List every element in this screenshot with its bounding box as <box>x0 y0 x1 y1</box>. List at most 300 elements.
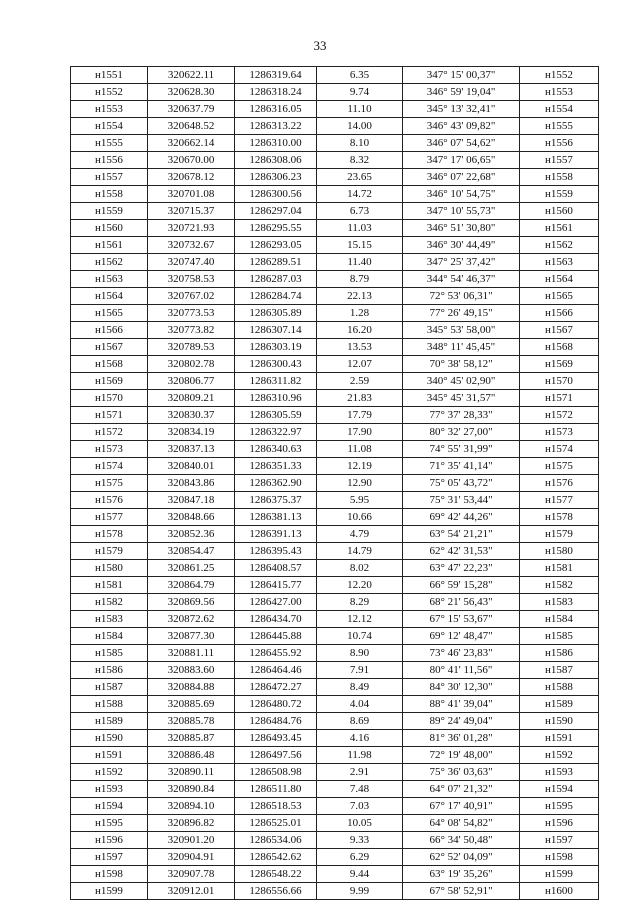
distance-cell: 9.33 <box>317 832 403 849</box>
next-point-id-cell: н1575 <box>520 458 599 475</box>
point-id-cell: н1575 <box>71 475 148 492</box>
distance-cell: 15.15 <box>317 237 403 254</box>
y-coordinate-cell: 1286318.24 <box>235 84 317 101</box>
y-coordinate-cell: 1286518.53 <box>235 798 317 815</box>
y-coordinate-cell: 1286455.92 <box>235 645 317 662</box>
page-number: 33 <box>313 38 327 53</box>
x-coordinate-cell: 320721.93 <box>148 220 235 237</box>
direction-angle-cell: 346° 07' 22,68" <box>403 169 520 186</box>
distance-cell: 11.40 <box>317 254 403 271</box>
direction-angle-cell: 72° 53' 06,31" <box>403 288 520 305</box>
next-point-id-cell: н1553 <box>520 84 599 101</box>
direction-angle-cell: 80° 41' 11,56" <box>403 662 520 679</box>
table-row <box>71 492 599 509</box>
distance-cell: 14.72 <box>317 186 403 203</box>
distance-cell: 21.83 <box>317 390 403 407</box>
x-coordinate-cell: 320678.12 <box>148 169 235 186</box>
direction-angle-cell: 340° 45' 02,90" <box>403 373 520 390</box>
point-id-cell: н1596 <box>71 832 148 849</box>
table-row <box>71 101 599 118</box>
table-row <box>71 441 599 458</box>
next-point-id-cell: н1594 <box>520 781 599 798</box>
table-row <box>71 475 599 492</box>
point-id-cell: н1574 <box>71 458 148 475</box>
distance-cell: 8.02 <box>317 560 403 577</box>
y-coordinate-cell: 1286548.22 <box>235 866 317 883</box>
point-id-cell: н1558 <box>71 186 148 203</box>
point-id-cell: н1569 <box>71 373 148 390</box>
direction-angle-cell: 346° 51' 30,80" <box>403 220 520 237</box>
next-point-id-cell: н1599 <box>520 866 599 883</box>
point-id-cell: н1588 <box>71 696 148 713</box>
y-coordinate-cell: 1286381.13 <box>235 509 317 526</box>
x-coordinate-cell: 320877.30 <box>148 628 235 645</box>
y-coordinate-cell: 1286542.62 <box>235 849 317 866</box>
table-row <box>71 747 599 764</box>
next-point-id-cell: н1558 <box>520 169 599 186</box>
next-point-id-cell: н1573 <box>520 424 599 441</box>
direction-angle-cell: 69° 42' 44,26" <box>403 509 520 526</box>
point-id-cell: н1570 <box>71 390 148 407</box>
coordinates-table-body <box>71 67 599 900</box>
next-point-id-cell: н1583 <box>520 594 599 611</box>
table-row <box>71 186 599 203</box>
x-coordinate-cell: 320894.10 <box>148 798 235 815</box>
point-id-cell: н1566 <box>71 322 148 339</box>
direction-angle-cell: 67° 58' 52,91" <box>403 883 520 900</box>
next-point-id-cell: н1557 <box>520 152 599 169</box>
distance-cell: 7.91 <box>317 662 403 679</box>
point-id-cell: н1579 <box>71 543 148 560</box>
point-id-cell: н1568 <box>71 356 148 373</box>
next-point-id-cell: н1591 <box>520 730 599 747</box>
y-coordinate-cell: 1286284.74 <box>235 288 317 305</box>
distance-cell: 4.04 <box>317 696 403 713</box>
next-point-id-cell: н1560 <box>520 203 599 220</box>
distance-cell: 23.65 <box>317 169 403 186</box>
y-coordinate-cell: 1286415.77 <box>235 577 317 594</box>
point-id-cell: н1585 <box>71 645 148 662</box>
distance-cell: 9.74 <box>317 84 403 101</box>
y-coordinate-cell: 1286295.55 <box>235 220 317 237</box>
table-row <box>71 305 599 322</box>
x-coordinate-cell: 320802.78 <box>148 356 235 373</box>
table-row <box>71 815 599 832</box>
table-row <box>71 781 599 798</box>
y-coordinate-cell: 1286340.63 <box>235 441 317 458</box>
y-coordinate-cell: 1286306.23 <box>235 169 317 186</box>
point-id-cell: н1563 <box>71 271 148 288</box>
next-point-id-cell: н1582 <box>520 577 599 594</box>
x-coordinate-cell: 320854.47 <box>148 543 235 560</box>
x-coordinate-cell: 320843.86 <box>148 475 235 492</box>
distance-cell: 14.00 <box>317 118 403 135</box>
direction-angle-cell: 71° 35' 41,14" <box>403 458 520 475</box>
y-coordinate-cell: 1286289.51 <box>235 254 317 271</box>
table-row <box>71 543 599 560</box>
y-coordinate-cell: 1286493.45 <box>235 730 317 747</box>
distance-cell: 7.03 <box>317 798 403 815</box>
direction-angle-cell: 81° 36' 01,28" <box>403 730 520 747</box>
direction-angle-cell: 68° 21' 56,43" <box>403 594 520 611</box>
direction-angle-cell: 63° 47' 22,23" <box>403 560 520 577</box>
point-id-cell: н1582 <box>71 594 148 611</box>
next-point-id-cell: н1554 <box>520 101 599 118</box>
direction-angle-cell: 345° 13' 32,41" <box>403 101 520 118</box>
point-id-cell: н1557 <box>71 169 148 186</box>
next-point-id-cell: н1597 <box>520 832 599 849</box>
table-row <box>71 203 599 220</box>
y-coordinate-cell: 1286362.90 <box>235 475 317 492</box>
distance-cell: 1.28 <box>317 305 403 322</box>
direction-angle-cell: 344° 54' 46,37" <box>403 271 520 288</box>
point-id-cell: н1572 <box>71 424 148 441</box>
next-point-id-cell: н1567 <box>520 322 599 339</box>
x-coordinate-cell: 320809.21 <box>148 390 235 407</box>
next-point-id-cell: н1568 <box>520 339 599 356</box>
next-point-id-cell: н1596 <box>520 815 599 832</box>
distance-cell: 10.74 <box>317 628 403 645</box>
point-id-cell: н1587 <box>71 679 148 696</box>
x-coordinate-cell: 320890.84 <box>148 781 235 798</box>
next-point-id-cell: н1595 <box>520 798 599 815</box>
direction-angle-cell: 64° 07' 21,32" <box>403 781 520 798</box>
next-point-id-cell: н1556 <box>520 135 599 152</box>
distance-cell: 12.90 <box>317 475 403 492</box>
distance-cell: 11.10 <box>317 101 403 118</box>
x-coordinate-cell: 320701.08 <box>148 186 235 203</box>
next-point-id-cell: н1587 <box>520 662 599 679</box>
y-coordinate-cell: 1286556.66 <box>235 883 317 900</box>
direction-angle-cell: 346° 43' 09,82" <box>403 118 520 135</box>
x-coordinate-cell: 320872.62 <box>148 611 235 628</box>
x-coordinate-cell: 320869.56 <box>148 594 235 611</box>
x-coordinate-cell: 320637.79 <box>148 101 235 118</box>
distance-cell: 8.69 <box>317 713 403 730</box>
y-coordinate-cell: 1286316.05 <box>235 101 317 118</box>
point-id-cell: н1590 <box>71 730 148 747</box>
x-coordinate-cell: 320907.78 <box>148 866 235 883</box>
next-point-id-cell: н1563 <box>520 254 599 271</box>
direction-angle-cell: 88° 41' 39,04" <box>403 696 520 713</box>
point-id-cell: н1565 <box>71 305 148 322</box>
distance-cell: 7.48 <box>317 781 403 798</box>
y-coordinate-cell: 1286308.06 <box>235 152 317 169</box>
next-point-id-cell: н1589 <box>520 696 599 713</box>
x-coordinate-cell: 320773.82 <box>148 322 235 339</box>
point-id-cell: н1567 <box>71 339 148 356</box>
x-coordinate-cell: 320885.78 <box>148 713 235 730</box>
x-coordinate-cell: 320662.14 <box>148 135 235 152</box>
direction-angle-cell: 345° 45' 31,57" <box>403 390 520 407</box>
next-point-id-cell: н1579 <box>520 526 599 543</box>
coordinates-table <box>70 66 599 900</box>
x-coordinate-cell: 320834.19 <box>148 424 235 441</box>
point-id-cell: н1584 <box>71 628 148 645</box>
x-coordinate-cell: 320732.67 <box>148 237 235 254</box>
point-id-cell: н1560 <box>71 220 148 237</box>
y-coordinate-cell: 1286300.56 <box>235 186 317 203</box>
next-point-id-cell: н1581 <box>520 560 599 577</box>
table-row <box>71 84 599 101</box>
next-point-id-cell: н1562 <box>520 237 599 254</box>
direction-angle-cell: 84° 30' 12,30" <box>403 679 520 696</box>
point-id-cell: н1576 <box>71 492 148 509</box>
point-id-cell: н1583 <box>71 611 148 628</box>
next-point-id-cell: н1585 <box>520 628 599 645</box>
distance-cell: 11.98 <box>317 747 403 764</box>
direction-angle-cell: 77° 37' 28,33" <box>403 407 520 424</box>
direction-angle-cell: 63° 19' 35,26" <box>403 866 520 883</box>
y-coordinate-cell: 1286322.97 <box>235 424 317 441</box>
point-id-cell: н1581 <box>71 577 148 594</box>
y-coordinate-cell: 1286484.76 <box>235 713 317 730</box>
x-coordinate-cell: 320830.37 <box>148 407 235 424</box>
y-coordinate-cell: 1286511.80 <box>235 781 317 798</box>
direction-angle-cell: 89° 24' 49,04" <box>403 713 520 730</box>
x-coordinate-cell: 320912.01 <box>148 883 235 900</box>
distance-cell: 4.79 <box>317 526 403 543</box>
y-coordinate-cell: 1286297.04 <box>235 203 317 220</box>
x-coordinate-cell: 320848.66 <box>148 509 235 526</box>
point-id-cell: н1586 <box>71 662 148 679</box>
table-row <box>71 373 599 390</box>
next-point-id-cell: н1572 <box>520 407 599 424</box>
x-coordinate-cell: 320622.11 <box>148 67 235 84</box>
y-coordinate-cell: 1286319.64 <box>235 67 317 84</box>
x-coordinate-cell: 320789.53 <box>148 339 235 356</box>
table-row <box>71 662 599 679</box>
direction-angle-cell: 347° 15' 00,37" <box>403 67 520 84</box>
direction-angle-cell: 63° 54' 21,21" <box>403 526 520 543</box>
table-row <box>71 594 599 611</box>
x-coordinate-cell: 320884.88 <box>148 679 235 696</box>
y-coordinate-cell: 1286305.59 <box>235 407 317 424</box>
x-coordinate-cell: 320758.53 <box>148 271 235 288</box>
x-coordinate-cell: 320847.18 <box>148 492 235 509</box>
table-row <box>71 152 599 169</box>
distance-cell: 12.20 <box>317 577 403 594</box>
x-coordinate-cell: 320885.87 <box>148 730 235 747</box>
x-coordinate-cell: 320767.02 <box>148 288 235 305</box>
table-row <box>71 458 599 475</box>
direction-angle-cell: 77° 26' 49,15" <box>403 305 520 322</box>
table-row <box>71 832 599 849</box>
distance-cell: 8.32 <box>317 152 403 169</box>
table-row <box>71 611 599 628</box>
distance-cell: 5.95 <box>317 492 403 509</box>
direction-angle-cell: 72° 19' 48,00" <box>403 747 520 764</box>
distance-cell: 8.10 <box>317 135 403 152</box>
distance-cell: 6.35 <box>317 67 403 84</box>
point-id-cell: н1598 <box>71 866 148 883</box>
y-coordinate-cell: 1286408.57 <box>235 560 317 577</box>
y-coordinate-cell: 1286480.72 <box>235 696 317 713</box>
point-id-cell: н1573 <box>71 441 148 458</box>
point-id-cell: н1562 <box>71 254 148 271</box>
table-row <box>71 220 599 237</box>
distance-cell: 6.73 <box>317 203 403 220</box>
direction-angle-cell: 70° 38' 58,12" <box>403 356 520 373</box>
x-coordinate-cell: 320840.01 <box>148 458 235 475</box>
table-row <box>71 798 599 815</box>
next-point-id-cell: н1578 <box>520 509 599 526</box>
table-row <box>71 322 599 339</box>
distance-cell: 6.29 <box>317 849 403 866</box>
y-coordinate-cell: 1286508.98 <box>235 764 317 781</box>
direction-angle-cell: 75° 05' 43,72" <box>403 475 520 492</box>
y-coordinate-cell: 1286310.00 <box>235 135 317 152</box>
distance-cell: 12.19 <box>317 458 403 475</box>
x-coordinate-cell: 320896.82 <box>148 815 235 832</box>
next-point-id-cell: н1584 <box>520 611 599 628</box>
direction-angle-cell: 67° 15' 53,67" <box>403 611 520 628</box>
y-coordinate-cell: 1286303.19 <box>235 339 317 356</box>
point-id-cell: н1595 <box>71 815 148 832</box>
table-row <box>71 883 599 900</box>
distance-cell: 22.13 <box>317 288 403 305</box>
x-coordinate-cell: 320886.48 <box>148 747 235 764</box>
y-coordinate-cell: 1286310.96 <box>235 390 317 407</box>
y-coordinate-cell: 1286351.33 <box>235 458 317 475</box>
distance-cell: 11.03 <box>317 220 403 237</box>
table-row <box>71 526 599 543</box>
point-id-cell: н1559 <box>71 203 148 220</box>
x-coordinate-cell: 320901.20 <box>148 832 235 849</box>
y-coordinate-cell: 1286307.14 <box>235 322 317 339</box>
x-coordinate-cell: 320852.36 <box>148 526 235 543</box>
direction-angle-cell: 346° 10' 54,75" <box>403 186 520 203</box>
distance-cell: 11.08 <box>317 441 403 458</box>
y-coordinate-cell: 1286311.82 <box>235 373 317 390</box>
next-point-id-cell: н1590 <box>520 713 599 730</box>
x-coordinate-cell: 320628.30 <box>148 84 235 101</box>
y-coordinate-cell: 1286391.13 <box>235 526 317 543</box>
x-coordinate-cell: 320885.69 <box>148 696 235 713</box>
distance-cell: 8.29 <box>317 594 403 611</box>
x-coordinate-cell: 320837.13 <box>148 441 235 458</box>
x-coordinate-cell: 320861.25 <box>148 560 235 577</box>
y-coordinate-cell: 1286395.43 <box>235 543 317 560</box>
distance-cell: 2.91 <box>317 764 403 781</box>
next-point-id-cell: н1580 <box>520 543 599 560</box>
point-id-cell: н1577 <box>71 509 148 526</box>
direction-angle-cell: 346° 59' 19,04" <box>403 84 520 101</box>
table-row <box>71 254 599 271</box>
table-row <box>71 288 599 305</box>
next-point-id-cell: н1574 <box>520 441 599 458</box>
next-point-id-cell: н1565 <box>520 288 599 305</box>
direction-angle-cell: 64° 08' 54,82" <box>403 815 520 832</box>
next-point-id-cell: н1561 <box>520 220 599 237</box>
distance-cell: 4.16 <box>317 730 403 747</box>
distance-cell: 8.79 <box>317 271 403 288</box>
next-point-id-cell: н1559 <box>520 186 599 203</box>
y-coordinate-cell: 1286472.27 <box>235 679 317 696</box>
x-coordinate-cell: 320715.37 <box>148 203 235 220</box>
point-id-cell: н1555 <box>71 135 148 152</box>
table-row <box>71 730 599 747</box>
point-id-cell: н1564 <box>71 288 148 305</box>
next-point-id-cell: н1588 <box>520 679 599 696</box>
table-row <box>71 509 599 526</box>
y-coordinate-cell: 1286525.01 <box>235 815 317 832</box>
table-row <box>71 764 599 781</box>
x-coordinate-cell: 320648.52 <box>148 118 235 135</box>
distance-cell: 8.90 <box>317 645 403 662</box>
y-coordinate-cell: 1286305.89 <box>235 305 317 322</box>
table-row <box>71 169 599 186</box>
next-point-id-cell: н1577 <box>520 492 599 509</box>
table-row <box>71 424 599 441</box>
next-point-id-cell: н1552 <box>520 67 599 84</box>
x-coordinate-cell: 320881.11 <box>148 645 235 662</box>
direction-angle-cell: 348° 11' 45,45" <box>403 339 520 356</box>
table-row <box>71 679 599 696</box>
next-point-id-cell: н1564 <box>520 271 599 288</box>
distance-cell: 12.12 <box>317 611 403 628</box>
point-id-cell: н1589 <box>71 713 148 730</box>
table-row <box>71 356 599 373</box>
x-coordinate-cell: 320773.53 <box>148 305 235 322</box>
point-id-cell: н1597 <box>71 849 148 866</box>
y-coordinate-cell: 1286534.06 <box>235 832 317 849</box>
distance-cell: 17.90 <box>317 424 403 441</box>
x-coordinate-cell: 320747.40 <box>148 254 235 271</box>
distance-cell: 14.79 <box>317 543 403 560</box>
next-point-id-cell: н1586 <box>520 645 599 662</box>
table-row <box>71 866 599 883</box>
point-id-cell: н1561 <box>71 237 148 254</box>
distance-cell: 10.66 <box>317 509 403 526</box>
table-row <box>71 118 599 135</box>
y-coordinate-cell: 1286293.05 <box>235 237 317 254</box>
direction-angle-cell: 347° 17' 06,65" <box>403 152 520 169</box>
point-id-cell: н1593 <box>71 781 148 798</box>
y-coordinate-cell: 1286300.43 <box>235 356 317 373</box>
next-point-id-cell: н1592 <box>520 747 599 764</box>
table-row <box>71 135 599 152</box>
y-coordinate-cell: 1286445.88 <box>235 628 317 645</box>
direction-angle-cell: 67° 17' 40,91" <box>403 798 520 815</box>
next-point-id-cell: н1555 <box>520 118 599 135</box>
direction-angle-cell: 62° 42' 31,53" <box>403 543 520 560</box>
next-point-id-cell: н1569 <box>520 356 599 373</box>
point-id-cell: н1580 <box>71 560 148 577</box>
next-point-id-cell: н1570 <box>520 373 599 390</box>
direction-angle-cell: 80° 32' 27,00" <box>403 424 520 441</box>
point-id-cell: н1591 <box>71 747 148 764</box>
next-point-id-cell: н1593 <box>520 764 599 781</box>
point-id-cell: н1552 <box>71 84 148 101</box>
point-id-cell: н1571 <box>71 407 148 424</box>
y-coordinate-cell: 1286464.46 <box>235 662 317 679</box>
distance-cell: 17.79 <box>317 407 403 424</box>
table-row <box>71 560 599 577</box>
point-id-cell: н1599 <box>71 883 148 900</box>
table-row <box>71 339 599 356</box>
point-id-cell: н1592 <box>71 764 148 781</box>
next-point-id-cell: н1571 <box>520 390 599 407</box>
distance-cell: 2.59 <box>317 373 403 390</box>
direction-angle-cell: 347° 10' 55,73" <box>403 203 520 220</box>
table-row <box>71 577 599 594</box>
direction-angle-cell: 66° 34' 50,48" <box>403 832 520 849</box>
point-id-cell: н1578 <box>71 526 148 543</box>
direction-angle-cell: 75° 36' 03,63" <box>403 764 520 781</box>
y-coordinate-cell: 1286287.03 <box>235 271 317 288</box>
x-coordinate-cell: 320890.11 <box>148 764 235 781</box>
